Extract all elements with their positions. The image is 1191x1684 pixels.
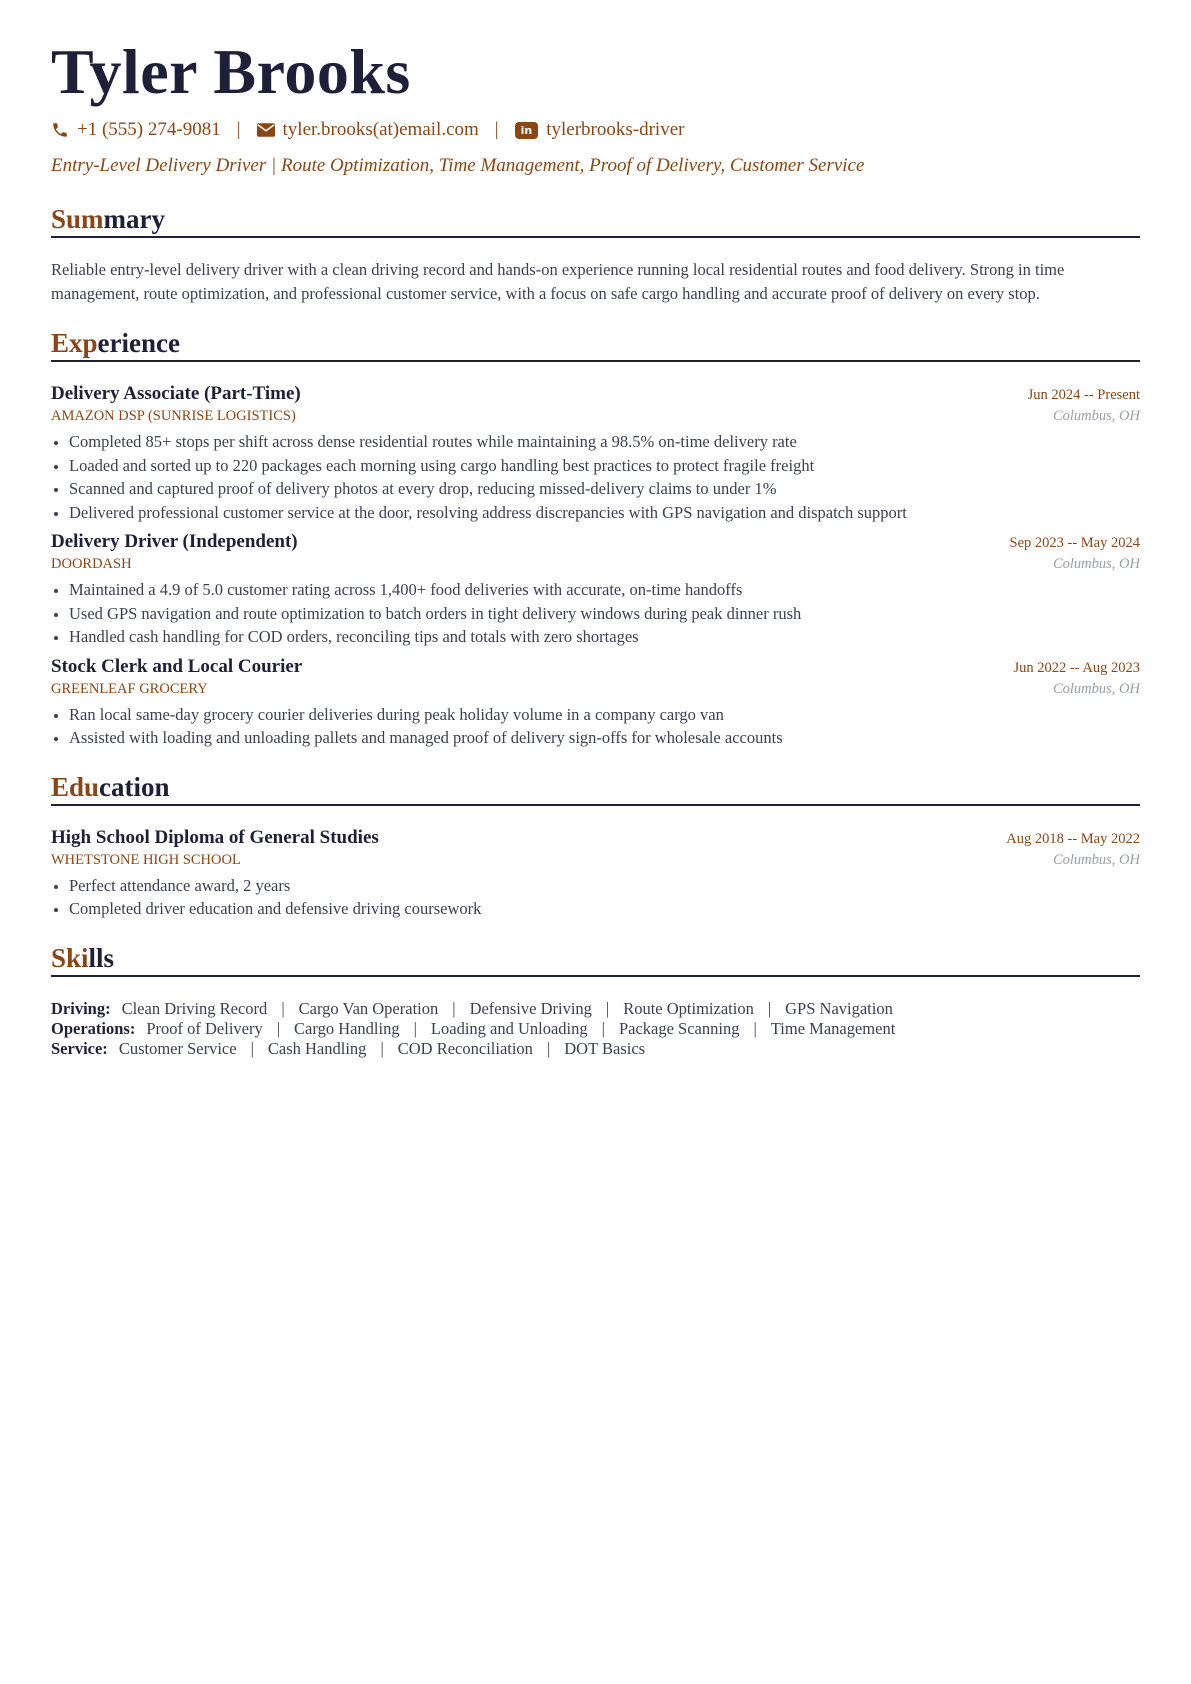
- section-divider: [51, 236, 1140, 238]
- headline: Entry-Level Delivery Driver | Route Optimization, Time Management, Proof of Delivery, Customer Service: [51, 155, 865, 176]
- skill-item: Package Scanning: [618, 1018, 740, 1038]
- linkedin-icon: in: [515, 122, 539, 139]
- skill-separator: |: [546, 1038, 551, 1058]
- experience-section: [51, 326, 1140, 750]
- skill-item: Cash Handling: [267, 1038, 367, 1058]
- company-name: AMAZON DSP (SUNRISE LOGISTICS): [51, 408, 296, 424]
- bullet-item: • Used GPS navigation and route optimization to batch orders in tight delivery windows during peak dinner rush: [69, 602, 1140, 626]
- bullet-list: [51, 874, 1140, 921]
- skill-category: Service:: [51, 1038, 108, 1058]
- bullet-item: • Handled cash handling for COD orders, reconciling tips and totals with zero shortages: [69, 625, 1140, 649]
- section-title-accent: Edu: [51, 771, 100, 802]
- phone-icon: [51, 121, 69, 139]
- skill-separator: |: [250, 1038, 254, 1058]
- job-title: Delivery Driver (Independent): [51, 531, 298, 552]
- bullet-list: [51, 578, 1140, 649]
- job-title: Delivery Associate (Part-Time): [51, 383, 301, 404]
- bullet-item: • Perfect attendance award, 2 years: [69, 874, 1140, 898]
- section-divider: [51, 975, 1140, 977]
- summary-section: [51, 202, 1140, 306]
- summary-text: Reliable entry-level delivery driver with a clean driving record and hands-on experience running local residential routes and food delivery. Strong in time management, route optimization, and professional customer service, with a focus on safe cargo handling and accurate proof of delivery on every stop.: [51, 260, 1065, 303]
- experience-entry: [51, 655, 1140, 750]
- education-dates: Aug 2018 -- May 2022: [1006, 830, 1140, 847]
- bullet-item: • Assisted with loading and unloading pallets and managed proof of delivery sign-offs for wholesale accounts: [69, 726, 1140, 750]
- bullet-item: • Delivered professional customer service at the door, resolving address discrepancies with GPS navigation and dispatch support: [69, 501, 1140, 525]
- skill-item: Defensive Driving: [469, 998, 592, 1018]
- skill-item: Cargo Van Operation: [298, 998, 439, 1018]
- contact-separator: |: [236, 119, 241, 140]
- bullet-list: [51, 703, 1140, 750]
- job-title: Stock Clerk and Local Courier: [51, 655, 303, 677]
- section-title-rest: mary: [103, 204, 166, 234]
- degree-title: High School Diploma of General Studies: [51, 826, 379, 848]
- bullet-item: • Maintained a 4.9 of 5.0 customer rating across 1,400+ food deliveries with accurate, on-time handoffs: [69, 578, 1140, 602]
- company-name: DOORDASH: [51, 556, 132, 572]
- section-title-accent: Exp: [51, 328, 98, 358]
- skill-separator: |: [413, 1018, 417, 1038]
- skill-separator: |: [281, 998, 285, 1018]
- skill-item: DOT Basics: [564, 1038, 646, 1058]
- bullet-item: • Completed 85+ stops per shift across dense residential routes while maintaining a 98.5% on-time delivery rate: [69, 430, 1140, 454]
- section-divider: [51, 804, 1140, 806]
- skill-row-operations: [51, 1019, 1140, 1039]
- skill-item: Loading and Unloading: [430, 1018, 588, 1038]
- company-name: GREENLEAF GROCERY: [51, 680, 208, 697]
- skills-section: [51, 941, 1140, 1059]
- job-location: Columbus, OH: [1052, 680, 1140, 697]
- skill-row-service: [51, 1039, 1140, 1059]
- skill-item: Proof of Delivery: [146, 1018, 263, 1038]
- email-text: tyler.brooks(at)email.com: [282, 119, 479, 140]
- skill-item: Cargo Handling: [294, 1018, 400, 1038]
- skill-separator: |: [753, 1018, 757, 1038]
- section-title-education: [51, 770, 1140, 804]
- skill-item: Customer Service: [118, 1038, 237, 1058]
- skill-separator: |: [276, 1018, 281, 1038]
- skill-separator: |: [601, 1018, 605, 1038]
- school-name: WHETSTONE HIGH SCHOOL: [51, 851, 241, 868]
- section-divider: [51, 360, 1140, 362]
- bullet-item: • Scanned and captured proof of delivery photos at every drop, reducing missed-delivery claims to under 1%: [69, 477, 1140, 501]
- skill-item: Route Optimization: [623, 998, 754, 1018]
- skill-item: GPS Navigation: [785, 998, 893, 1018]
- skill-separator: |: [605, 998, 610, 1018]
- job-dates: Jun 2022 -- Aug 2023: [1013, 659, 1140, 676]
- experience-entry: [51, 530, 1140, 649]
- bullet-item: • Ran local same-day grocery courier deliveries during peak holiday volume in a company cargo van: [69, 703, 1140, 727]
- last-name: Brooks: [213, 36, 411, 107]
- contact-separator: |: [494, 119, 499, 140]
- skill-item: COD Reconciliation: [397, 1038, 533, 1058]
- section-title-rest: cation: [99, 771, 170, 802]
- section-title-rest: lls: [88, 942, 115, 973]
- section-title-accent: Sum: [51, 204, 104, 234]
- section-title-rest: erience: [97, 328, 180, 358]
- job-dates: Jun 2024 -- Present: [1027, 387, 1140, 403]
- phone-text: +1 (555) 274-9081: [77, 119, 221, 140]
- education-section: [51, 770, 1140, 921]
- job-dates: Sep 2023 -- May 2024: [1009, 535, 1140, 551]
- education-entry: [51, 826, 1140, 921]
- linkedin-text: tylerbrooks-driver: [546, 119, 685, 140]
- skill-separator: |: [380, 1038, 384, 1058]
- bullet-item: • Loaded and sorted up to 220 packages each morning using cargo handling best practices to protect fragile freight: [69, 454, 1140, 478]
- candidate-name: [51, 30, 1140, 114]
- section-title-skills: [51, 941, 1140, 975]
- first-name: Tyler: [51, 36, 197, 107]
- bullet-list: [51, 430, 1140, 524]
- job-location: Columbus, OH: [1052, 408, 1140, 424]
- job-location: Columbus, OH: [1052, 556, 1140, 572]
- envelope-icon: [257, 123, 275, 137]
- skill-item: Clean Driving Record: [121, 998, 268, 1018]
- skill-separator: |: [452, 998, 456, 1018]
- skill-item: Time Management: [770, 1018, 896, 1038]
- skill-category: Driving:: [51, 998, 111, 1018]
- skill-category: Operations:: [51, 1018, 136, 1038]
- section-title-experience: [51, 326, 1140, 360]
- skills-list: [51, 999, 1140, 1059]
- skill-separator: |: [767, 998, 772, 1018]
- email-contact[interactable]: [257, 119, 479, 141]
- education-location: Columbus, OH: [1052, 851, 1140, 868]
- contact-line: [51, 116, 1140, 144]
- section-title-summary: [51, 202, 1140, 236]
- phone-contact[interactable]: [51, 119, 221, 141]
- linkedin-contact[interactable]: [515, 119, 685, 141]
- skill-row-driving: [51, 999, 1140, 1019]
- section-title-accent: Ski: [51, 942, 89, 973]
- experience-entry: [51, 382, 1140, 524]
- bullet-item: • Completed driver education and defensive driving coursework: [69, 897, 1140, 921]
